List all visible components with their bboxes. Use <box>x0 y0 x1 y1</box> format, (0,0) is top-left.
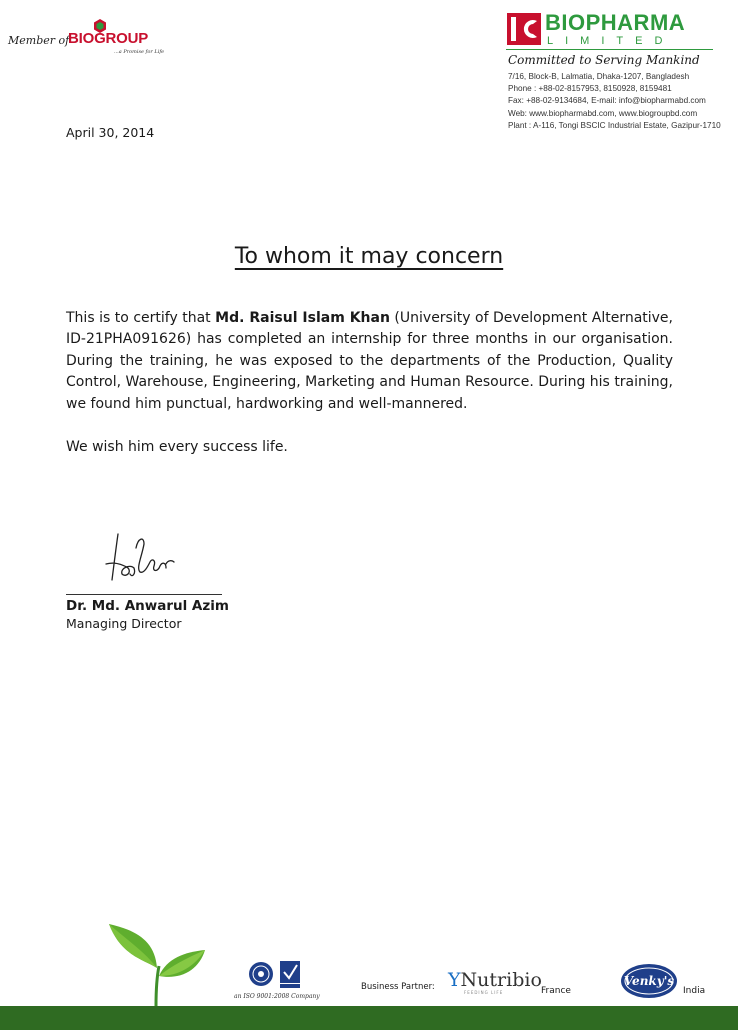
letter-body <box>66 308 673 458</box>
letter-subject <box>0 244 738 269</box>
handwritten-signature <box>104 528 184 588</box>
intern-name: Md. Raisul Islam Khan <box>215 310 390 326</box>
company-motto: Committed to Serving Mankind <box>508 53 700 67</box>
biogroup-name-part2: GROUP <box>94 30 149 47</box>
member-of-label: Member of <box>8 34 70 47</box>
biogroup-name-part1: BI <box>68 30 83 47</box>
iso-caption: an ISO 9001:2008 Company <box>234 993 320 1000</box>
nutribio-subtitle: FEEDING LIFE <box>464 990 504 995</box>
header-divider <box>506 49 713 50</box>
subject-text: To whom it may concern <box>234 244 504 269</box>
biogroup-wordmark: BIOGROUP <box>68 30 149 47</box>
signatory-title: Managing Director <box>66 616 182 631</box>
biopharma-name: BIOPHARMA <box>545 10 686 35</box>
venkys-logo-text: Venky's <box>623 974 675 988</box>
company-address <box>508 71 721 132</box>
signatory-name: Dr. Md. Anwarul Azim <box>66 598 229 614</box>
nutribio-logo-name: Nutribio <box>460 969 542 991</box>
partner-country-france: France <box>541 986 571 996</box>
biogroup-logo <box>68 18 178 58</box>
body-text-details: (University of Development Alternative, ID-21PHA091626) has completed an internship for three months in our organisation. During the training, he was exposed to the departments of the Production, Quality Control, Warehouse, Engineering, Marketing and Human Resource. During his training, we found him punctual, hardworking and well-mannered. <box>66 310 673 412</box>
nutribio-logo-initial: Y <box>448 969 461 991</box>
venkys-logo-icon <box>620 962 678 1000</box>
footer-bar <box>0 1006 738 1030</box>
partner-country-india: India <box>683 986 706 996</box>
closing-paragraph: We wish him every success life. <box>66 439 288 456</box>
signature-line <box>66 594 222 595</box>
body-paragraph <box>66 308 673 415</box>
body-text-intro: This is to certify that <box>66 310 216 326</box>
letter-date: April 30, 2014 <box>66 125 155 140</box>
business-partner-label: Business Partner: <box>361 982 435 992</box>
seedling-leaves-icon <box>105 918 209 1008</box>
nutribio-logo <box>448 969 542 991</box>
biopharma-limited: LIMITED <box>547 35 675 47</box>
address-line: 7/16, Block-B, Lalmatia, Dhaka-1207, Bangladesh <box>508 72 690 81</box>
web-line: Web: www.biopharmabd.com, www.biogroupbd.com <box>508 108 698 118</box>
fax-email-line: Fax: +88-02-9134684, E-mail: info@biopharmabd.com <box>508 96 706 106</box>
biogroup-tagline: ...a Promise for Life <box>114 49 165 55</box>
phone-line: Phone : +88-02-8157953, 8150928, 8159481 <box>508 84 672 94</box>
iso-certification-badges-icon <box>248 960 304 992</box>
biopharma-logo-icon <box>506 12 542 46</box>
plant-line: Plant : A-116, Tongi BSCIC Industrial Estate, Gazipur-1710 <box>508 120 721 130</box>
